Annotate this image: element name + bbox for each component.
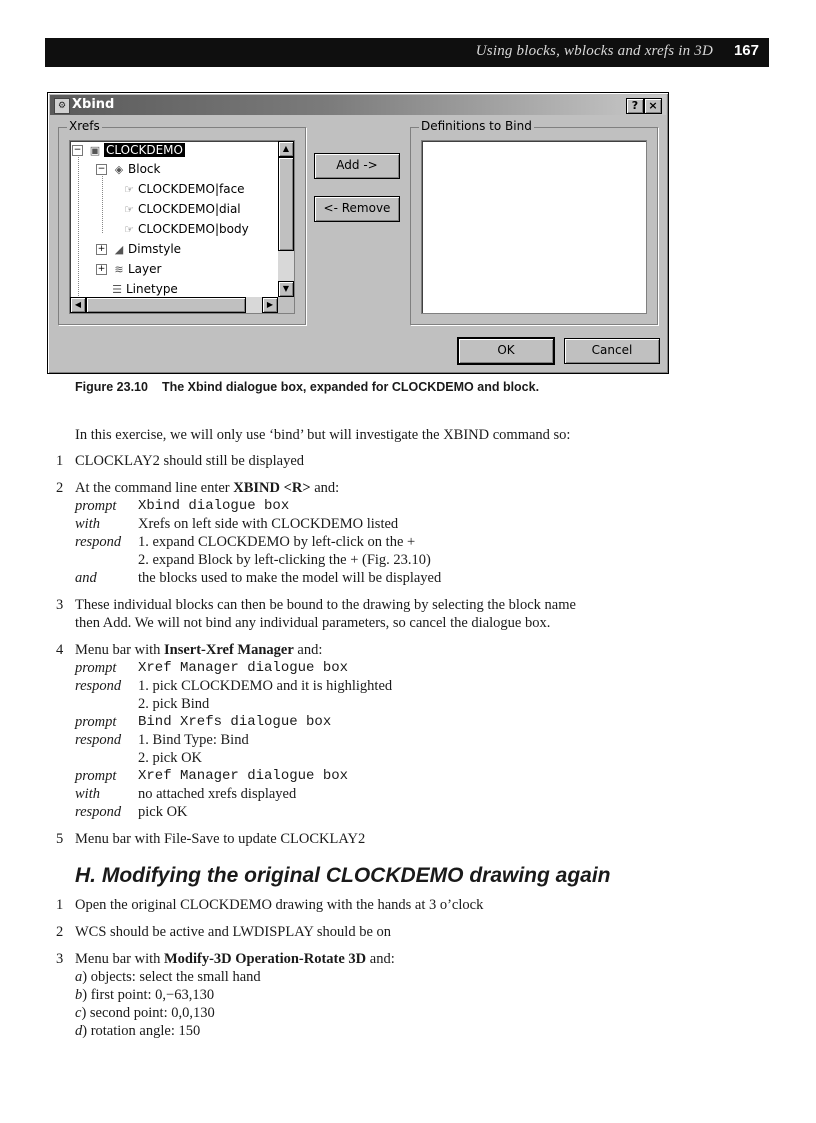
sub-item-letter: b — [75, 987, 83, 1003]
row-label: prompt — [75, 768, 117, 784]
step-text — [75, 479, 339, 497]
tree-item-label: CLOCKDEMO|face — [138, 182, 245, 196]
figure-caption — [75, 380, 539, 394]
step-text — [75, 950, 395, 968]
tree-item-label: CLOCKDEMO|dial — [138, 202, 241, 216]
block-icon: ◈ — [114, 163, 124, 176]
step-text: then Add. We will not bind any individual parameters, so cancel the dialogue box. — [75, 615, 551, 631]
expand-icon[interactable]: + — [97, 244, 106, 254]
tree-item-label: CLOCKDEMO — [106, 143, 183, 157]
xref-block-icon: ☞ — [124, 223, 134, 236]
row-text: 1. expand CLOCKDEMO by left-click on the + — [138, 534, 416, 550]
step-text-pre: Menu bar with — [75, 642, 164, 658]
step-number: 2 — [56, 480, 64, 496]
row-label: prompt — [75, 660, 117, 676]
row-label: respond — [75, 804, 122, 820]
scroll-up-icon[interactable]: ▲ — [278, 141, 294, 157]
figure-number: Figure 23.10 — [75, 380, 148, 394]
tree-horizontal-scrollbar[interactable] — [70, 297, 278, 313]
prompt-text: Xref Manager dialogue box — [138, 660, 349, 676]
tree-item-face[interactable] — [120, 180, 245, 198]
row-text: pick OK — [138, 804, 188, 820]
collapse-icon[interactable]: − — [73, 145, 82, 155]
add-button[interactable]: Add -> — [314, 153, 400, 179]
xref-block-icon: ☞ — [124, 183, 134, 196]
step-number: 1 — [56, 897, 64, 913]
expand-icon[interactable]: + — [97, 264, 106, 274]
figure-caption-text: The Xbind dialogue box, expanded for CLOCKDEMO and block. — [161, 380, 540, 394]
remove-button[interactable]: <- Remove — [314, 196, 400, 222]
scroll-right-icon[interactable]: ▶ — [262, 297, 278, 313]
definitions-list[interactable] — [421, 140, 647, 314]
step-text: Menu bar with File-Save to update CLOCKLAY2 — [75, 831, 366, 847]
tree-item-dial[interactable] — [120, 200, 241, 218]
row-text: 2. expand Block by left-clicking the + (Fig. 23.10) — [138, 552, 431, 568]
tree-item-block[interactable] — [96, 160, 160, 178]
tree-item-label: Linetype — [126, 282, 178, 296]
command-text: Modify-3D Operation-Rotate 3D — [164, 951, 367, 967]
sub-item-text: ) rotation angle: 150 — [82, 1023, 201, 1039]
step-text: WCS should be active and LWDISPLAY should be on — [75, 924, 392, 940]
collapse-icon[interactable]: − — [97, 164, 106, 174]
dialog-titlebar — [50, 95, 666, 115]
scroll-thumb[interactable] — [86, 297, 246, 313]
tree-guide-line — [102, 169, 103, 233]
row-text: no attached xrefs displayed — [138, 786, 297, 802]
row-text: 2. pick OK — [138, 750, 203, 766]
tree-item-body[interactable] — [120, 220, 249, 238]
step-number: 1 — [56, 453, 64, 469]
step-number: 2 — [56, 924, 64, 940]
xref-icon: ▣ — [89, 144, 101, 157]
row-text: Xrefs on left side with CLOCKDEMO listed — [138, 516, 399, 532]
row-label: respond — [75, 678, 122, 694]
tree-item-linetype[interactable] — [108, 280, 178, 298]
sub-item-letter: d — [75, 1023, 83, 1039]
step-text-post: and: — [310, 480, 340, 496]
tree-vertical-scrollbar[interactable] — [278, 141, 294, 297]
scrollbar-corner — [278, 297, 294, 313]
row-text: 1. Bind Type: Bind — [138, 732, 249, 748]
row-text: 1. pick CLOCKDEMO and it is highlighted — [138, 678, 393, 694]
tree-item-label: CLOCKDEMO|body — [138, 222, 249, 236]
tree-guide-line — [78, 150, 79, 300]
step-text-post: and: — [366, 951, 395, 967]
linetype-icon: ☰ — [112, 283, 122, 296]
scroll-left-icon[interactable]: ◀ — [70, 297, 86, 313]
definitions-group — [410, 119, 658, 325]
row-label: prompt — [75, 714, 117, 730]
sub-item — [75, 986, 214, 1004]
row-label: prompt — [75, 498, 117, 514]
dimstyle-icon: ◢ — [114, 243, 124, 256]
sub-item — [75, 968, 261, 986]
xref-block-icon: ☞ — [124, 203, 134, 216]
command-text: Insert-Xref Manager — [164, 642, 294, 658]
running-header — [45, 38, 769, 67]
step-text — [75, 641, 322, 659]
sub-item — [75, 1022, 200, 1040]
command-text: XBIND <R> — [233, 480, 311, 496]
xbind-app-icon: ⚙ — [54, 98, 70, 114]
xrefs-group — [58, 119, 306, 325]
tree-item-dimstyle[interactable] — [96, 240, 181, 258]
scroll-thumb[interactable] — [278, 157, 294, 251]
row-label: respond — [75, 534, 122, 550]
step-text-pre: Menu bar with — [75, 951, 164, 967]
ok-button[interactable]: OK — [458, 338, 554, 364]
page-number: 167 — [733, 42, 759, 59]
xrefs-tree[interactable] — [69, 140, 295, 314]
sub-item-text: ) objects: select the small hand — [82, 969, 261, 985]
row-label: and — [75, 570, 97, 586]
row-text: 2. pick Bind — [138, 696, 210, 712]
step-text: CLOCKLAY2 should still be displayed — [75, 453, 305, 469]
tree-item-label: Dimstyle — [128, 242, 182, 256]
definitions-group-label: Definitions to Bind — [421, 119, 532, 133]
tree-item-clockdemo[interactable] — [72, 141, 185, 159]
prompt-text: Xref Manager dialogue box — [138, 768, 349, 784]
layer-icon: ≋ — [114, 263, 124, 276]
row-text: the blocks used to make the model will be displayed — [138, 570, 442, 586]
step-text: Open the original CLOCKDEMO drawing with the hands at 3 o’clock — [75, 897, 484, 913]
step-number: 4 — [56, 642, 64, 658]
row-label: respond — [75, 732, 122, 748]
dialog-title: Xbind — [72, 97, 115, 112]
sub-item-letter: c — [75, 1005, 82, 1021]
header-title: Using blocks, wblocks and xrefs in 3D — [475, 43, 713, 59]
help-button[interactable]: ? — [626, 98, 644, 114]
close-button[interactable]: × — [644, 98, 662, 114]
step-number: 5 — [56, 831, 64, 847]
step-text: These individual blocks can then be bound to the drawing by selecting the block name — [75, 597, 576, 613]
step-text-pre: At the command line enter — [75, 480, 234, 496]
row-label: with — [75, 516, 100, 532]
sub-item-letter: a — [75, 969, 83, 985]
intro-paragraph: In this exercise, we will only use ‘bind’ but will investigate the XBIND command so: — [75, 427, 571, 443]
xrefs-group-label: Xrefs — [69, 119, 100, 133]
step-text-post: and: — [293, 642, 323, 658]
step-number: 3 — [56, 951, 64, 967]
prompt-text: Xbind dialogue box — [138, 498, 290, 514]
scroll-down-icon[interactable]: ▼ — [278, 281, 294, 297]
tree-item-label: Block — [128, 162, 161, 176]
sub-item — [75, 1004, 215, 1022]
sub-item-text: ) first point: 0,−63,130 — [82, 987, 215, 1003]
xbind-dialog — [47, 92, 669, 374]
step-number: 3 — [56, 597, 64, 613]
tree-item-layer[interactable] — [96, 260, 161, 278]
tree-item-label: Layer — [128, 262, 162, 276]
sub-item-text: ) second point: 0,0,130 — [81, 1005, 215, 1021]
row-label: with — [75, 786, 100, 802]
section-heading: H. Modifying the original CLOCKDEMO drawing again — [75, 864, 611, 887]
cancel-button[interactable]: Cancel — [564, 338, 660, 364]
prompt-text: Bind Xrefs dialogue box — [138, 714, 332, 730]
